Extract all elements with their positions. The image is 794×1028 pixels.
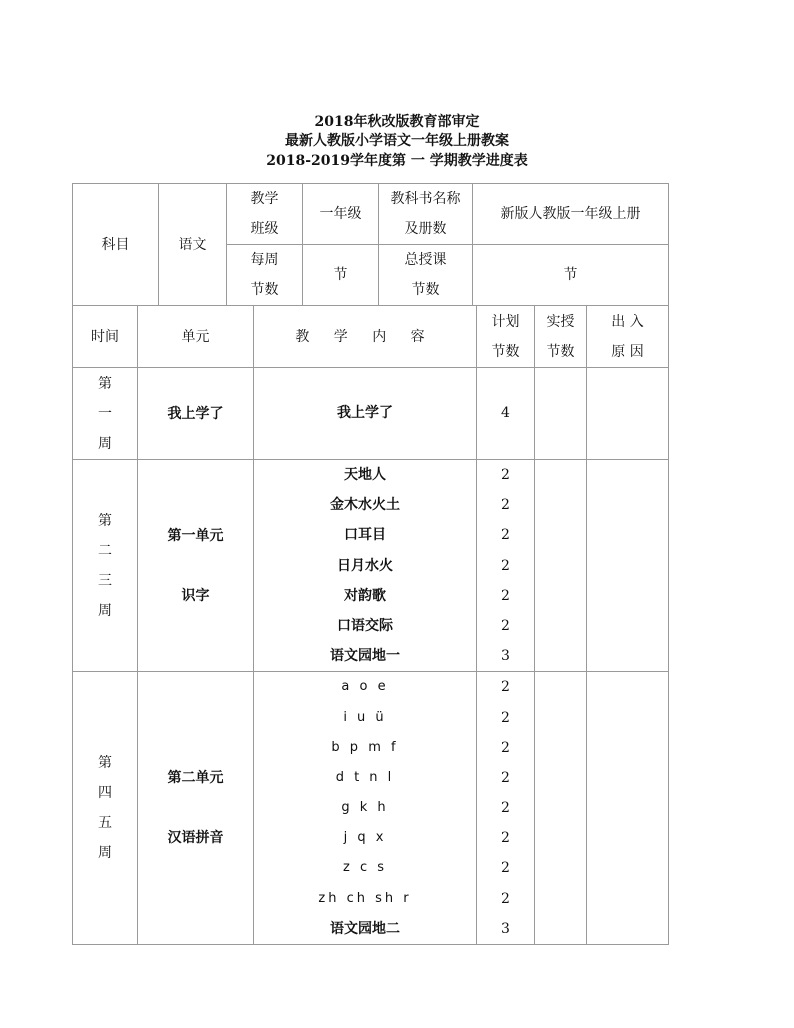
week-row [73, 368, 669, 460]
course-info-table [72, 183, 669, 306]
week-label: 第 四 五 周 [73, 672, 138, 945]
lesson-hours: 2 [501, 587, 510, 604]
week-label: 第 二 三 周 [73, 460, 138, 672]
lesson-item: d t n l [335, 769, 395, 785]
unit-label: 我上学了 [138, 368, 254, 460]
lesson-item: j q x [343, 830, 387, 846]
lesson-item: z c s [342, 860, 387, 876]
week-label: 第 一 周 [73, 368, 138, 460]
lesson-hours: 2 [501, 679, 510, 696]
header-difference-reason: 出 入 原 因 [587, 306, 669, 368]
difference-reason-cell [587, 368, 669, 460]
header-planned-hours: 计划 节数 [477, 306, 535, 368]
lesson-hours: 4 [501, 405, 510, 422]
actual-hours-cell [535, 368, 587, 460]
header-time: 时间 [73, 306, 138, 368]
lesson-hours: 2 [501, 830, 510, 847]
lesson-item: 对韵歌 [344, 587, 386, 604]
subject-value: 语文 [159, 184, 227, 306]
class-label: 教学 班级 [227, 184, 303, 245]
planned-hours-list [477, 460, 535, 672]
lesson-item: 口耳目 [344, 527, 386, 544]
lesson-hours: 3 [501, 920, 510, 937]
unit-label: 第一单元 识字 [138, 460, 254, 672]
subject-label: 科目 [73, 184, 159, 306]
lesson-item: 天地人 [344, 467, 386, 483]
lesson-hours: 3 [501, 648, 510, 665]
lesson-item: g k h [341, 800, 389, 816]
lesson-item: i u ü [343, 709, 387, 725]
class-value: 一年级 [303, 184, 379, 245]
header-content: 教 学 内 容 [254, 306, 477, 368]
title-line-1: 2018年秋改版教育部审定 [314, 114, 480, 130]
lesson-item: 口语交际 [337, 617, 393, 634]
lesson-hours: 2 [501, 467, 510, 483]
lesson-item: 日月水火 [337, 557, 393, 574]
lesson-item: zh ch sh r [318, 890, 412, 906]
lesson-content-list [254, 672, 477, 945]
title-line-2: 最新人教版小学语文一年级上册教案 [285, 133, 509, 149]
lesson-item: 语文园地二 [330, 920, 400, 937]
lesson-item: b p m f [331, 739, 399, 755]
header-actual-hours: 实授 节数 [535, 306, 587, 368]
weekly-hours-value: 节 [303, 245, 379, 306]
total-hours-label: 总授课 节数 [379, 245, 473, 306]
lesson-hours: 2 [501, 890, 510, 907]
actual-hours-cell [535, 460, 587, 672]
lesson-hours: 2 [501, 497, 510, 514]
lesson-item: a o e [341, 679, 389, 695]
unit-label: 第二单元 汉语拼音 [138, 672, 254, 945]
total-hours-value: 节 [473, 245, 669, 306]
planned-hours-list [477, 368, 535, 460]
week-row [73, 460, 669, 672]
lesson-hours: 2 [501, 709, 510, 726]
actual-hours-cell [535, 672, 587, 945]
lesson-item: 金木水火土 [330, 497, 400, 514]
lesson-content-list [254, 368, 477, 460]
book-label: 教科书名称 及册数 [379, 184, 473, 245]
weekly-hours-label: 每周 节数 [227, 245, 303, 306]
difference-reason-cell [587, 672, 669, 945]
schedule-table [72, 305, 669, 945]
difference-reason-cell [587, 460, 669, 672]
schedule-header-row [73, 306, 669, 368]
lesson-hours: 2 [501, 860, 510, 877]
lesson-hours: 2 [501, 800, 510, 817]
title-line-3: 2018-2019学年度第 一 学期教学进度表 [266, 153, 528, 169]
lesson-hours: 2 [501, 739, 510, 756]
lesson-content-list [254, 460, 477, 672]
lesson-item: 语文园地一 [330, 648, 400, 665]
lesson-item: 我上学了 [337, 405, 393, 422]
lesson-hours: 2 [501, 527, 510, 544]
week-row [73, 672, 669, 945]
planned-hours-list [477, 672, 535, 945]
document-title [0, 112, 794, 171]
lesson-hours: 2 [501, 617, 510, 634]
book-value: 新版人教版一年级上册 [473, 184, 669, 245]
header-unit: 单元 [138, 306, 254, 368]
lesson-hours: 2 [501, 769, 510, 786]
lesson-hours: 2 [501, 557, 510, 574]
